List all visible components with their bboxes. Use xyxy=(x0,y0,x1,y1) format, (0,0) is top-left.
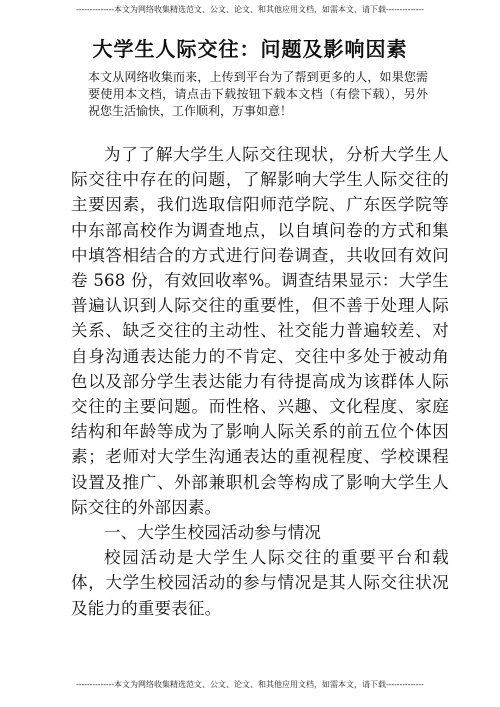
download-notice: 本文从网络收集而来，上传到平台为了帮到更多的人，如果您需要使用本文档，请点击下载按钮下载本文档（有偿下载），另外祝您生活愉快，工作顺利，万事如意！ xyxy=(88,70,428,118)
page-header-banner: --------------本文为网络收集精选范文、公文、论文、和其他应用文档，如需本文，请下载-------------- xyxy=(76,5,424,14)
document-body xyxy=(71,142,449,621)
document-title: 大学生人际交往：问题及影响因素 xyxy=(92,37,408,61)
page-footer-banner: --------------本文为网络收集精选范文、公文、论文、和其他应用文档，如需本文，请下载-------------- xyxy=(76,680,424,689)
body-paragraph-2: 校园活动是大学生人际交往的重要平台和载体，大学生校园活动的参与情况是其人际交往状况及能力的重要表征。 xyxy=(71,548,449,618)
section-heading: 一、大学生校园活动参与情况 xyxy=(104,523,322,543)
body-paragraph-1: 为了了解大学生人际交往现状，分析大学生人际交往中存在的问题，了解影响大学生人际交往的主要因素，我们选取信阳师范学院、广东医学院等中东部高校作为调查地点，以自填问卷的方式和集中填答相结合的方式进行问卷调查，共收回有效问卷 568 份，有效回收率%。调查结果显示：大学生普遍认识到人际交往的重要性，但不善于处理人际关系、缺乏交往的主动性、社交能力普遍较差、对自身沟通表达能力的不肯定、交往中多处于被动角色以及部分学生表达能力有待提高成为该群体人际交往的主要问题。而性格、兴趣、文化程度、家庭结构和年龄等成为了影响人际关系的前五位个体因素；老师对大学生沟通表达的重视程度、学校课程设置及推广、外部兼职机会等构成了影响大学生人际交往的外部因素。 xyxy=(71,145,449,517)
